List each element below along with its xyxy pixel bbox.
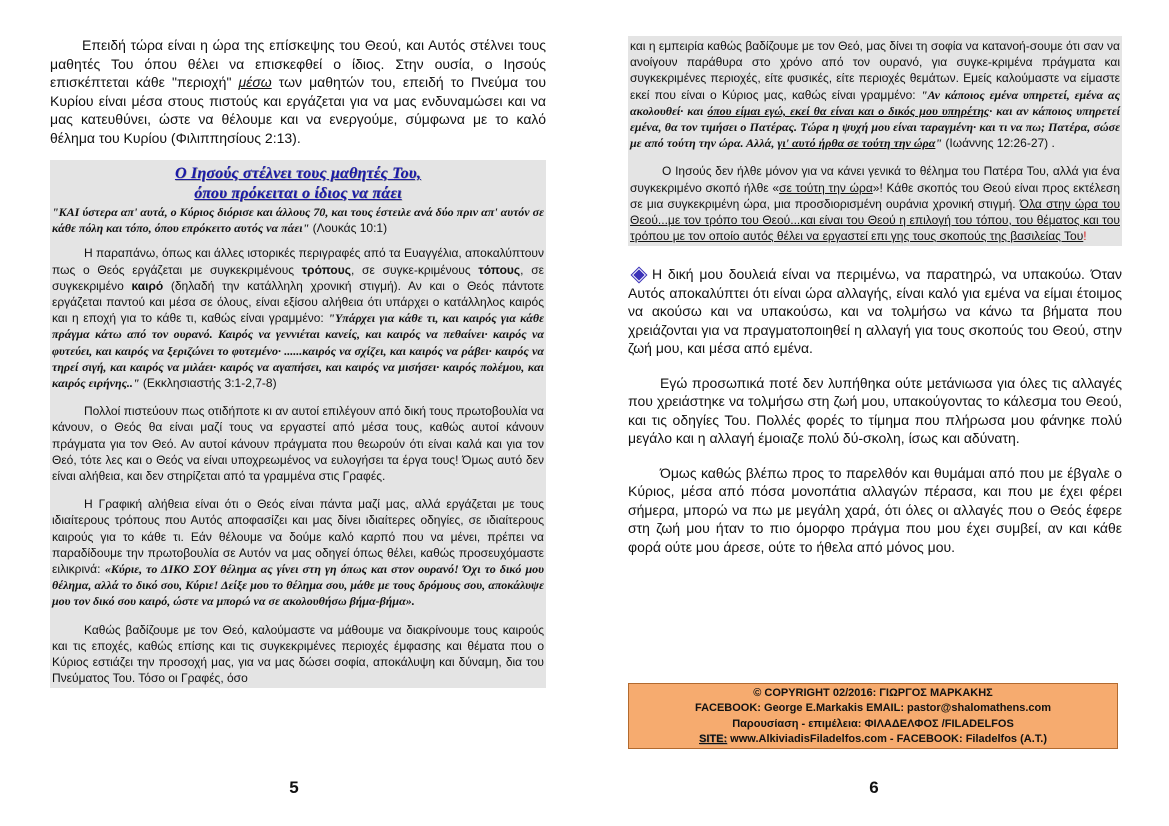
contact-line: FACEBOOK: George E.Markakis EMAIL: pastor@shalomathens.com	[694, 702, 1052, 715]
hour-text-b: »! Κάθε σκοπός του Θεού είναι προς εκτέλεση σε μια συγκεκριμένη ώρα, μια προσδιορισμένη ουράνια χρονική στιγμή.	[630, 180, 1121, 211]
hour-underlined-2: Όλα στην ώρα του Θεού...με τον τρόπο του Θεού...και είναι του Θεού η επιλογή του τόπου, του θέματος και του τρόπου με τον οποίο αυτός θέλει να εργαστεί επι γης τους σκοπούς της βασιλείας Του	[630, 196, 1121, 244]
my-job-text: Η δική μου δουλειά είναι να περιμένω, να παρατηρώ, να υπακούω. Όταν Αυτός αποκαλύπτει ότι είναι ώρα αλλαγής, είναι καλό για εμένα να είμαι έτοιμος να ακούσω και να υπακούσω, και να τολμήσω να κάνω τα βήματα που χρειάζονται για να πραγματοποιηθεί η αλλαγή για τους σκοπούς του Θεού, στην ζωή μου, και μέσα από εμένα.	[628, 266, 1122, 357]
presentation-line: Παρουσίαση - επιμέλεια: ΦΙΛΑΔΕΛΦΟΣ /FILADELFOS	[732, 717, 1014, 730]
site-url: www.AlkiviadisFiladelfos.com - FACEBOOK: Filadelfos (A.T.)	[727, 732, 1047, 745]
p4-text: Η Γραφική αλήθεια είναι ότι ο Θεός είναι πάντα μαζί μας, αλλά εργάζεται με τους ιδιαίτερους τρόπους που Αυτός αποφασίζει και μας δίνει ιδιαίτερες οδηγίες, σε ιδιαίτερους καιρούς για το κάθε τι. Εάν θέλουμε να δούμε καλό καρπό που να μένει, πρέπει να παραδίδουμε την πρωτοβουλία σε Αυτόν να μας οδηγεί όπως θέλει, καθώς προσευχόμαστε ειλικρινά:	[52, 497, 544, 577]
paragraph-seasons: Καθώς βαδίζουμε με τον Θεό, καλούμαστε να μάθουμε να διακρίνουμε τους καιρούς και τις εποχές, καθώς επίσης και τις συγκεκριμένες περιοχές έμφασης και θέματα που ο Κύριος εστιάζει την προσοχή μας, για να μας δώσει σοφία, αποκάλυψη και δύναμη, δια του Πνεύματος Του. Τόσο οι Γραφές, όσο	[52, 622, 544, 686]
intro-text-end: των μαθητών του, επειδή το Πνεύμα του Κυρίου είναι μέσα στους πιστούς και εργάζεται για να μας ενδυναμώσει και να μας κατευθύνει, ώστε να θέλουμε και να ενεργούμε, σύμφωνα με το καλό θέλημα του Κυρίου (Φιλιππησίους 2:13).	[50, 74, 547, 146]
section-title	[52, 164, 544, 203]
hour-text-a: Ο Ιησούς δεν ήλθε μόνον για να κάνει γενικά το θέλημα του Πατέρα Του, αλλά για ένα συγκεκριμένο σκοπό ήλθε «	[630, 164, 1120, 195]
site-line	[629, 732, 1117, 747]
p2-bold-time: καιρό	[131, 278, 164, 293]
john-verse-underlined-2: γι' αυτό ήρθα σε τούτη την ώρα	[777, 136, 936, 151]
paragraph-windows	[630, 38, 1120, 151]
intro-text: Επειδή τώρα είναι η ώρα της επίσκεψης του Θεού, και Αυτός στέλνει τους μαθητές Του όπου θέλει να επισκεφθεί ο ίδιος. Στην ουσία, ο Ιησούς επισκέπτεται κάθε "περιοχή"	[50, 37, 546, 90]
ecclesiastes-verse: "Υπάρχει για κάθε τι, και καιρός για κάθε πράγμα κάτω από τον ουρανό. Καιρός να γεννιέται κανείς, και καιρός να πεθαίνει· καιρός να φυτεύει, και καιρός να ξεριζώνει το φυτεμένο· ......καιρός να σχίζει, και καιρός να ράβει· καιρός να τηρεί σιγή, και καιρός να μιλάει· καιρός να αγαπήσει, και καιρός να μισήσει· καιρός πολέμου, και καιρός ειρήνης.."	[52, 311, 544, 391]
paragraph-truth	[52, 496, 544, 609]
intro-underlined: μέσω	[238, 74, 272, 90]
windows-text: και η εμπειρία καθώς βαδίζουμε με τον Θεό, μας δίνει τη σοφία να κατανοή-σουμε ότι σαν να ανοίγουν παράθυρα στο χρόνο από τον ουρανό, για συγκε-κριμένα πράγματα και συγκεκριμένες περιοχές, είτε φυσικές, είτε περιοχές θεμάτων. Εμείς καλούμαστε να είμαστε εκεί που είναι ο Κύριος μας, καθώς είναι γραμμένο:	[630, 39, 1120, 102]
ecclesiastes-ref: (Εκκλησιαστής 3:1-2,7-8)	[139, 376, 277, 391]
paragraph-personal: Εγώ προσωπικά ποτέ δεν λυπήθηκα ούτε μετάνιωσα για όλες τις αλλαγές που χρειάστηκε να τολμήσω στη ζωή μου, υπακούγοντας το κάλεσμα του Θεού, και τις οδηγίες Του. Πολλές φορές το τίμημα που πλήρωσα μου φάνηκε πολύ μεγάλο και η αλλαγή έμοιαζε πολύ δύ-σκολη, ίσως και αδύνατη.	[628, 374, 1122, 447]
copyright-box	[628, 683, 1118, 749]
continued-gray-box	[628, 36, 1122, 246]
john-verse-b: · και αν κάποιος υπηρετεί εμένα, θα τον τιμήσει ο Πατέρας. Τώρα η ψυχή μου είναι ταραγμένη· και τι να πω; Πατέρα, σώσε με από τούτη την ώρα. Αλλά,	[630, 103, 1120, 151]
highlight-box	[50, 160, 546, 688]
left-page	[50, 0, 546, 826]
paragraph-hour	[630, 163, 1120, 244]
hour-underlined-1: σε τούτη την ώρα	[779, 180, 873, 195]
hour-exclamation: !	[1083, 229, 1087, 244]
luke-verse-text: "ΚΑΙ ύστερα απ' αυτά, ο Κύριος διόρισε και άλλους 70, και τους έστειλε ανά δύο πριν απ' αυτόν σε κάθε πόλη και τόπο, όπου επρόκειτο αυτός να πάει"	[52, 205, 544, 236]
luke-verse	[52, 204, 544, 236]
p2-bold-places: τόπους	[478, 262, 521, 277]
site-label: SITE:	[699, 732, 728, 745]
page-number-right: 6	[869, 778, 879, 797]
section-title-line2: όπου πρόκειται ο ίδιος να πάει	[194, 184, 402, 202]
paragraph-initiative: Πολλοί πιστεύουν πως οτιδήποτε κι αν αυτοί επιλέγουν από δική τους πρωτοβουλία να κάνουν, ο Θεός θα είναι μαζί τους να εργαστεί από μέσα τους, καθώς αυτοί κάνουν πράγματα για τον Θεό. Αν αυτοί κάνουν πράγματα που θεωρούν ότι είναι καλά και για τον Θεό, τότε λες και ο Θεός να είναι υποχρεωμένος να ευλογήσει τα έργα τους! Όμως αυτό δεν είναι αλήθεια, και δεν στηρίζεται από τα γραμμένα στις Γραφές.	[52, 404, 544, 484]
p2-bold-ways: τρόπους	[301, 262, 351, 277]
paragraph-my-job	[628, 265, 1122, 358]
paragraph-past: Όμως καθώς βλέπω προς το παρελθόν και θυμάμαι από που με έβγαλε ο Κύριος, μέσα από πόσα μονοπάτια αλλαγών πέρασα, και που με έχει φέρει σήμερα, μπορώ να πω με μεγάλη χαρά, ότι όλες οι αλλαγές που ο Θεός έφερε στη ζωή μου ήταν το πιο όμορφο πράγμα που μου έχει συμβεί, αν και κάθε φορά ούτε μου άρεσε, ούτε το ήθελα από μόνος μου.	[628, 464, 1122, 555]
page-number-left: 5	[289, 778, 299, 797]
p2-text-c: , σε συγκε-κριμένους	[350, 262, 479, 277]
p2-text-e: (δηλαδή την κατάλληλη χρονική στιγμή). Αν και ο Θεός πάντοτε εργάζεται παντού και μέσα σε όλους, είναι εξίσου αλήθεια ότι υπάρχει ο κατάλληλος καιρός και η εποχή για το κάθε τι, καθώς είναι γραμμένο:	[52, 278, 544, 326]
copyright-line: © COPYRIGHT 02/2016: ΓΙΩΡΓΟΣ ΜΑΡΚΑΚΗΣ	[753, 687, 993, 699]
diamond-bullet-icon	[632, 268, 646, 282]
prayer-text: «Κύριε, το ΔΙΚΟ ΣΟΥ θέλημα ας γίνει στη γη όπως και στον ουρανό! Όχι το δικό μου θέλημα, αλλά το δικό σου, Κύριε! Δείξε μου το θέλημα σου, μάθε με τους δρόμους σου, αποκάλυψε μου τον δικό σου καιρό, ώστε να μπορώ να σε ακολουθήσω βήμα-βήμα».	[52, 562, 544, 609]
intro-paragraph	[50, 36, 546, 147]
p2-text-a: Η παραπάνω, όπως και άλλες ιστορικές περιγραφές από τα Ευαγγέλια, αποκαλύπτουν πως ο Θεός εργάζεται με συγκεκριμένους	[52, 246, 544, 277]
section-title-line1: Ο Ιησούς στέλνει τους μαθητές Του,	[174, 165, 422, 182]
john-verse-a: "Αν κάποιος εμένα υπηρετεί, εμένα ας ακολουθεί· και	[630, 87, 1120, 118]
john-verse-ref: (Ιωάννης 12:26-27) .	[942, 136, 1055, 151]
p2-text-d: , σε συγκεκριμένο	[52, 262, 544, 293]
john-verse-underlined: όπου είμαι εγώ, εκεί θα είναι και ο δικός μου υπηρέτης	[707, 103, 990, 118]
paragraph-times	[52, 245, 544, 391]
john-verse-c: "	[935, 136, 943, 151]
luke-verse-ref: (Λουκάς 10:1)	[309, 221, 388, 236]
